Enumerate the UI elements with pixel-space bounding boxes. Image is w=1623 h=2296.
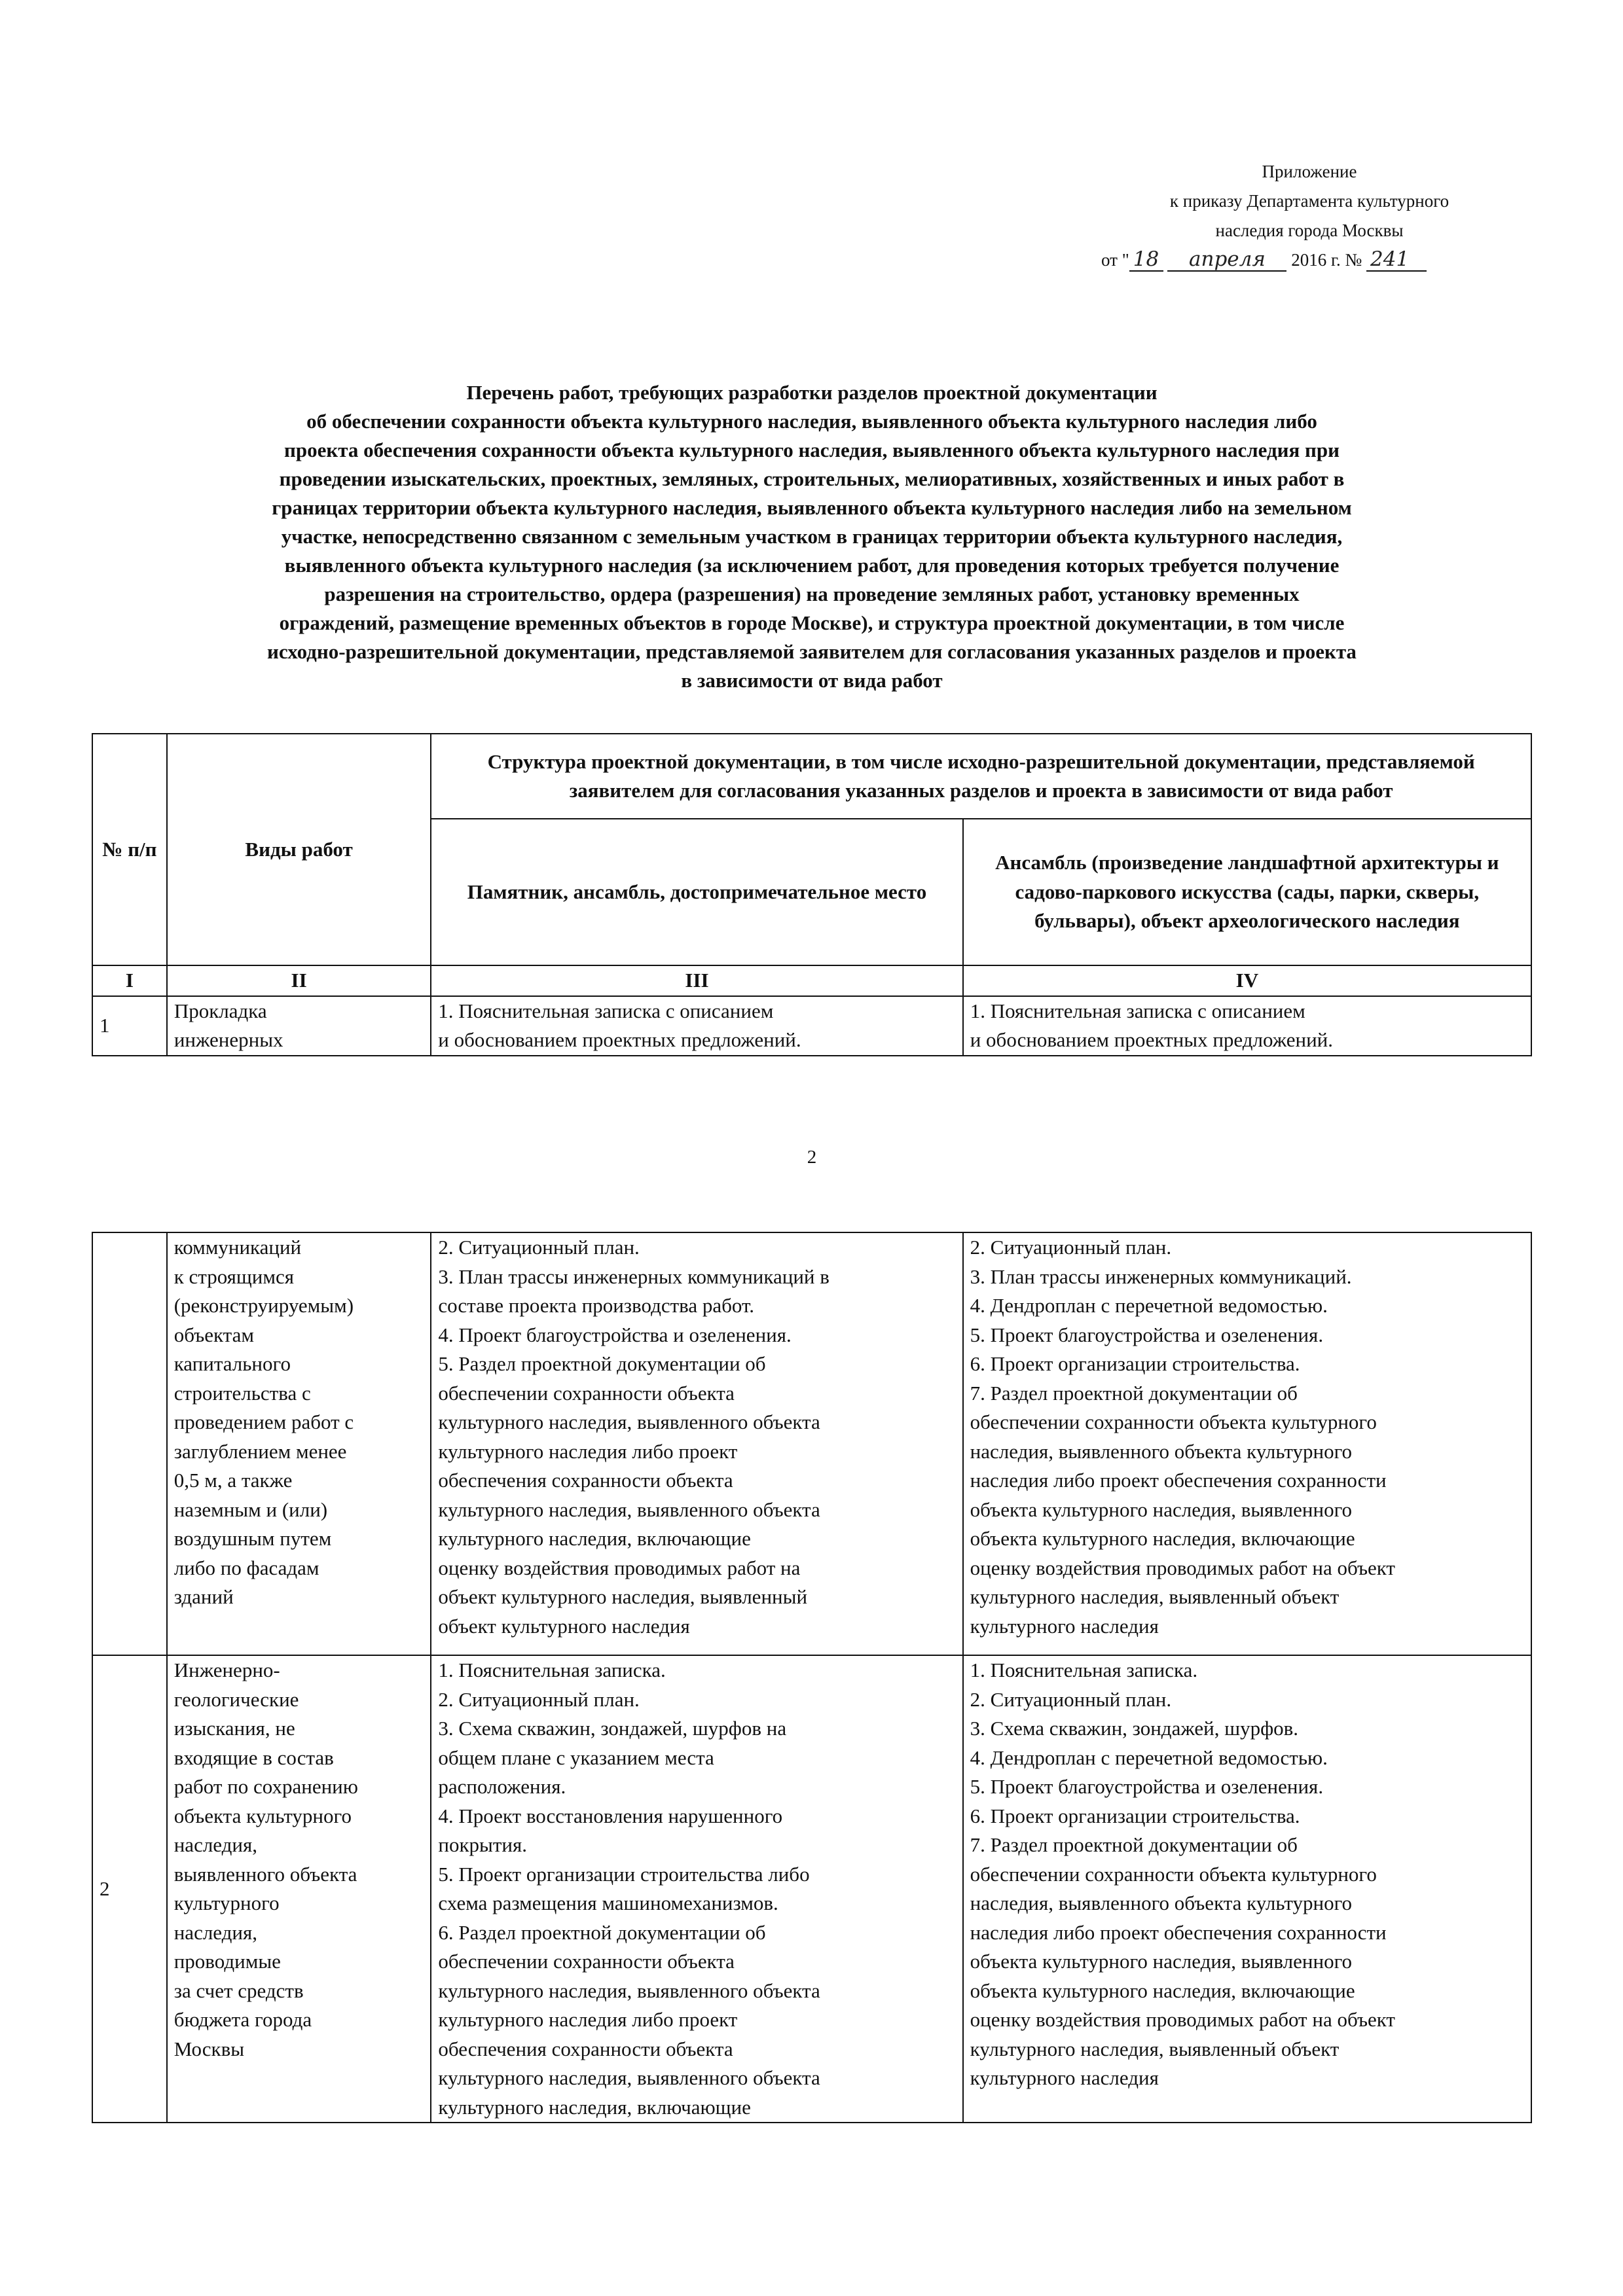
roman-3: III	[431, 965, 962, 996]
cell-line: коммуникаций	[173, 1236, 302, 1259]
cell-line: составе проекта производства работ.	[438, 1294, 754, 1317]
works-table-page-1	[92, 733, 1532, 1056]
cell-line: либо по фасадам	[173, 1556, 319, 1579]
cell-line: 6. Раздел проектной документации об	[438, 1920, 766, 1944]
cell-line: заглублением менее	[173, 1439, 347, 1463]
cell-line: к строящимся	[173, 1265, 294, 1288]
cell-line: 2. Ситуационный план.	[970, 1236, 1172, 1259]
title-line: в зависимости от вида работ	[681, 669, 943, 692]
cell-line: геологические	[173, 1687, 299, 1711]
cell-line: наследия либо проект обеспечения сохранности	[970, 1920, 1387, 1944]
cell-line: 0,5 м, а также	[173, 1469, 293, 1492]
header-works: Виды работ	[167, 734, 431, 965]
cell-line: воздушным путем	[173, 1527, 332, 1550]
cell-line: наследия либо проект обеспечения сохранности	[970, 1469, 1387, 1492]
cell-line: 4. Проект благоустройства и озеленения.	[438, 1323, 792, 1346]
handwritten-month: апреля	[1167, 248, 1286, 272]
cell-line: строительства с	[173, 1381, 311, 1405]
cell-line: 4. Дендроплан с перечетной ведомостью.	[970, 1294, 1328, 1317]
cell-line: 1. Пояснительная записка.	[970, 1659, 1198, 1681]
cell-line: оценку воздействия проводимых работ на объект	[970, 1556, 1395, 1579]
title-line: проведении изыскательских, проектных, земляных, строительных, мелиоративных, хозяйственных и иных работ в	[279, 467, 1345, 490]
cell-line: 4. Проект восстановления нарушенного	[438, 1804, 783, 1827]
cell-line: культурного наследия, выявленный объект	[970, 2037, 1340, 2060]
works-table-page-2	[92, 1232, 1532, 2123]
cell-line: за счет средств	[173, 1979, 304, 2002]
cell-line: проведением работ с	[173, 1410, 354, 1433]
title-line: об обеспечении сохранности объекта культурного наследия, выявленного объекта культурного наследия либо	[306, 410, 1317, 433]
annex-line-2: к приказу Департамента культурного	[1169, 191, 1450, 211]
cell-line: 1. Пояснительная записка.	[438, 1659, 666, 1681]
cell-line: покрытия.	[438, 1833, 527, 1856]
cell-line: выявленного объекта	[173, 1862, 357, 1886]
cell-line: проводимые	[173, 1950, 281, 1973]
cell-line: 5. Проект организации строительства либо	[438, 1862, 810, 1886]
title-line: исходно-разрешительной документации, представляемой заявителем для согласования указанных разделов и проекта	[267, 640, 1357, 663]
cell-line: и обоснованием проектных предложений.	[970, 1028, 1334, 1051]
cell-line: культурного наследия либо проект	[438, 1439, 738, 1463]
title-line: Перечень работ, требующих разработки разделов проектной документации	[466, 381, 1158, 404]
cell-line: наследия, выявленного объекта культурного	[970, 1892, 1353, 1914]
cell-line: схема размещения машиномеханизмов.	[438, 1892, 778, 1914]
cell-line: 6. Проект организации строительства.	[970, 1352, 1300, 1375]
cell-line: Москвы	[173, 2037, 245, 2060]
cell-line: культурного наследия, выявленного объекта	[438, 1410, 820, 1433]
row-2-works	[167, 1655, 431, 2123]
roman-1: I	[92, 965, 167, 996]
page-number: 2	[807, 1147, 817, 1168]
header-structure: Структура проектной документации, в том числе исходно-разрешительной документации, представляемой заявителем для согласования указанных разделов и проекта в зависимости от вида работ	[431, 734, 1531, 819]
row-1-col3-p2	[431, 1232, 962, 1655]
cell-line: обеспечения сохранности объекта	[438, 1469, 733, 1492]
cell-line: наследия,	[173, 1920, 258, 1944]
header-number: № п/п	[92, 734, 167, 965]
title-line: разрешения на строительство, ордера (разрешения) на проведение земляных работ, установку временных	[324, 583, 1300, 605]
cell-line: 2. Ситуационный план.	[438, 1687, 640, 1711]
cell-line: 2. Ситуационный план.	[438, 1236, 640, 1259]
cell-line: объектам	[173, 1323, 254, 1346]
row-1-col4-p1	[963, 996, 1531, 1056]
cell-line: изыскания, не	[173, 1717, 295, 1740]
cell-line: оценку воздействия проводимых работ на объект	[970, 2008, 1395, 2031]
cell-line: культурного наследия, выявленного объекта	[438, 1979, 820, 2002]
cell-line: 3. План трассы инженерных коммуникаций.	[970, 1265, 1352, 1288]
cell-line: объекта культурного наследия, выявленного	[970, 1950, 1353, 1973]
cell-line: входящие в состав	[173, 1746, 334, 1769]
annex-year: 2016 г. №	[1291, 250, 1362, 270]
cell-line: объекта культурного	[173, 1804, 352, 1827]
cell-line: работ по сохранению	[173, 1775, 358, 1798]
cell-line: общем плане с указанием места	[438, 1746, 714, 1769]
title-line: проекта обеспечения сохранности объекта культурного наследия, выявленного объекта культурного наследия при	[283, 439, 1340, 461]
cell-line: зданий	[173, 1585, 234, 1608]
cell-line: инженерных	[173, 1028, 283, 1051]
annex-line-3: наследия города Москвы	[1215, 221, 1404, 240]
cell-line: 7. Раздел проектной документации об	[970, 1833, 1298, 1856]
cell-line: оценку воздействия проводимых работ на	[438, 1556, 801, 1579]
row-1-col4-p2	[963, 1232, 1531, 1655]
cell-line: объект культурного наследия	[438, 1614, 690, 1638]
cell-line: наземным и (или)	[173, 1498, 328, 1521]
cell-line: обеспечении сохранности объекта	[438, 1381, 735, 1405]
annex-header	[1087, 157, 1532, 275]
roman-4: IV	[963, 965, 1531, 996]
row-2-col3	[431, 1655, 962, 2123]
cell-line: обеспечения сохранности объекта	[438, 2037, 733, 2060]
cell-line: культурного	[173, 1892, 280, 1914]
cell-line: 5. Проект благоустройства и озеленения.	[970, 1775, 1324, 1798]
cell-line: Инженерно-	[173, 1659, 280, 1681]
row-1-works-p1	[167, 996, 431, 1056]
title-line: выявленного объекта культурного наследия (за исключением работ, для проведения которых требуется получение	[284, 554, 1340, 577]
cell-line: расположения.	[438, 1775, 566, 1798]
cell-line: культурного наследия, выявленного объекта	[438, 1498, 820, 1521]
cell-line: 5. Раздел проектной документации об	[438, 1352, 766, 1375]
handwritten-day: 18	[1129, 248, 1163, 272]
cell-line: объекта культурного наследия, включающие	[970, 1979, 1355, 2002]
cell-line: Прокладка	[173, 999, 267, 1022]
roman-2: II	[167, 965, 431, 996]
cell-line: объекта культурного наследия, выявленного	[970, 1498, 1353, 1521]
row-1-works-p2	[167, 1232, 431, 1655]
cell-line: культурного наследия, включающие	[438, 1527, 751, 1550]
cell-line: обеспечении сохранности объекта культурного	[970, 1862, 1377, 1886]
cell-line: обеспечении сохранности объекта культурного	[970, 1410, 1377, 1433]
cell-line: капитального	[173, 1352, 291, 1375]
cell-line: 7. Раздел проектной документации об	[970, 1381, 1298, 1405]
cell-line: объекта культурного наследия, включающие	[970, 1527, 1355, 1550]
cell-line: 6. Проект организации строительства.	[970, 1804, 1300, 1827]
cell-line: культурного наследия, выявленный объект	[970, 1585, 1340, 1608]
annex-date-line	[1087, 245, 1532, 275]
cell-line: 3. Схема скважин, зондажей, шурфов.	[970, 1717, 1299, 1740]
cell-line: и обоснованием проектных предложений.	[438, 1028, 801, 1051]
handwritten-order-number: 241	[1366, 248, 1427, 272]
cell-line: 3. Схема скважин, зондажей, шурфов на	[438, 1717, 787, 1740]
row-2-col4	[963, 1655, 1531, 2123]
cell-line: 3. План трассы инженерных коммуникаций в	[438, 1265, 830, 1288]
cell-line: 2. Ситуационный план.	[970, 1687, 1172, 1711]
cell-line: наследия,	[173, 1833, 258, 1856]
annex-from-prefix: от "	[1101, 250, 1129, 270]
cell-line: 5. Проект благоустройства и озеленения.	[970, 1323, 1324, 1346]
cell-line: культурного наследия, выявленного объекта	[438, 2066, 820, 2089]
document-title	[98, 378, 1525, 695]
cell-line: культурного наследия либо проект	[438, 2008, 738, 2031]
cell-line: бюджета города	[173, 2008, 312, 2031]
title-line: ограждений, размещение временных объектов в городе Москве), и структура проектной документации, в том числе	[279, 611, 1345, 634]
cell-line: культурного наследия	[970, 2066, 1159, 2089]
header-monument: Памятник, ансамбль, достопримечательное место	[431, 819, 962, 965]
row-1-number-cont	[92, 1232, 167, 1655]
header-ensemble: Ансамбль (произведение ландшафтной архитектуры и садово-паркового искусства (сады, парки, скверы, бульвары), объект археологического наследия	[963, 819, 1531, 965]
row-2-number: 2	[92, 1655, 167, 2123]
row-1-number: 1	[92, 996, 167, 1056]
cell-line: культурного наследия	[970, 1614, 1159, 1638]
title-line: границах территории объекта культурного наследия, выявленного объекта культурного наследия либо на земельном	[272, 496, 1352, 519]
cell-line: (реконструируемым)	[173, 1294, 354, 1317]
cell-line: объект культурного наследия, выявленный	[438, 1585, 808, 1608]
annex-line-1: Приложение	[1262, 162, 1357, 181]
cell-line: культурного наследия, включающие	[438, 2095, 751, 2119]
cell-line: 1. Пояснительная записка с описанием	[970, 999, 1305, 1022]
cell-line: 4. Дендроплан с перечетной ведомостью.	[970, 1746, 1328, 1769]
cell-line: 1. Пояснительная записка с описанием	[438, 999, 774, 1022]
row-1-col3-p1	[431, 996, 962, 1056]
title-line: участке, непосредственно связанном с земельным участком в границах территории объекта культурного наследия,	[281, 525, 1343, 548]
cell-line: обеспечении сохранности объекта	[438, 1950, 735, 1973]
cell-line: наследия, выявленного объекта культурного	[970, 1439, 1353, 1463]
